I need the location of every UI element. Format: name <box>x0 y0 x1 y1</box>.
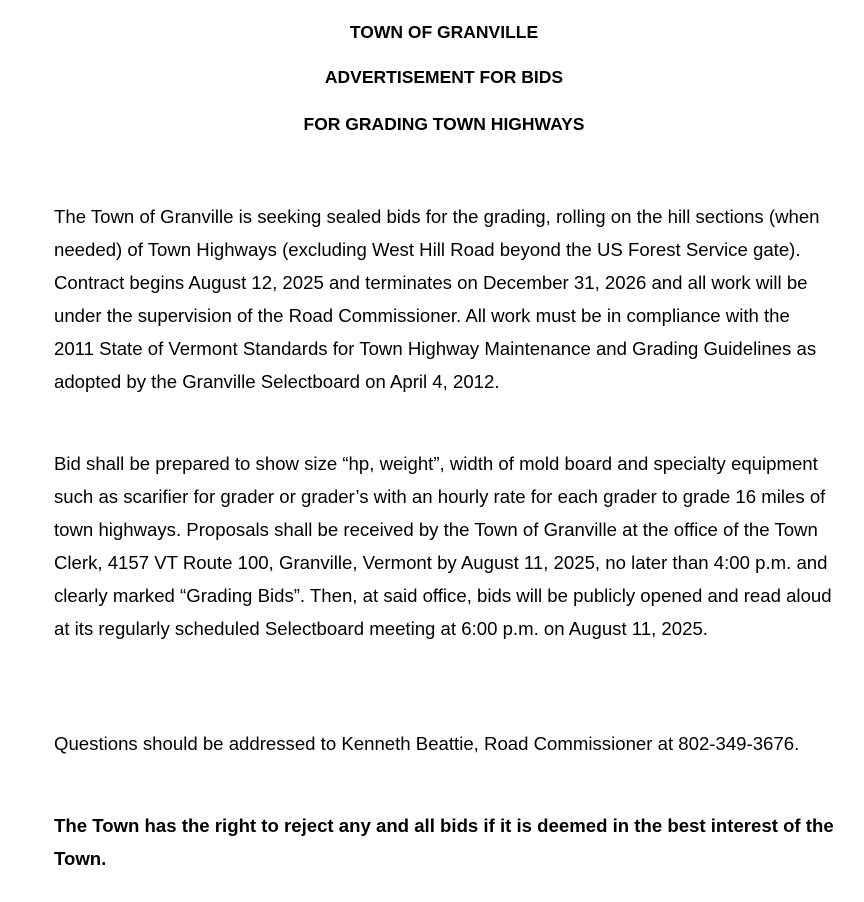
paragraph-contact: Questions should be addressed to Kenneth Beattie, Road Commissioner at 802-349-3676. <box>54 733 800 754</box>
document-subtitle: ADVERTISEMENT FOR BIDS <box>324 67 564 87</box>
document-subject: FOR GRADING TOWN HIGHWAYS <box>303 114 585 134</box>
paragraph-rejection-notice: The Town has the right to reject any and all bids if it is deemed in the best interest of the Town. <box>54 815 834 869</box>
paragraph-bid-scope: The Town of Granville is seeking sealed bids for the grading, rolling on the hill sections (when needed) of Town Highways (excluding West Hill Road beyond the US Forest Service gate). Contract begins August 12, 2025 and terminates on December 31, 2026 and all work will be under the supervision of the Road Commissioner. All work must be in compliance with the 2011 State of Vermont Standards for Town Highway Maintenance and Grading Guidelines as adopted by the Granville Selectboard on April 4, 2012. <box>54 206 820 392</box>
paragraph-bid-requirements: Bid shall be prepared to show size “hp, weight”, width of mold board and specialty equipment such as scarifier for grader or grader’s with an hourly rate for each grader to grade 16 miles of town highways. Proposals shall be received by the Town of Granville at the office of the Town Clerk, 4157 VT Route 100, Granville, Vermont by August 11, 2025, no later than 4:00 p.m. and clearly marked “Grading Bids”. Then, at said office, bids will be publicly opened and read aloud at its regularly scheduled Selectboard meeting at 6:00 p.m. on August 11, 2025. <box>54 453 832 639</box>
document-title: TOWN OF GRANVILLE <box>349 22 539 42</box>
